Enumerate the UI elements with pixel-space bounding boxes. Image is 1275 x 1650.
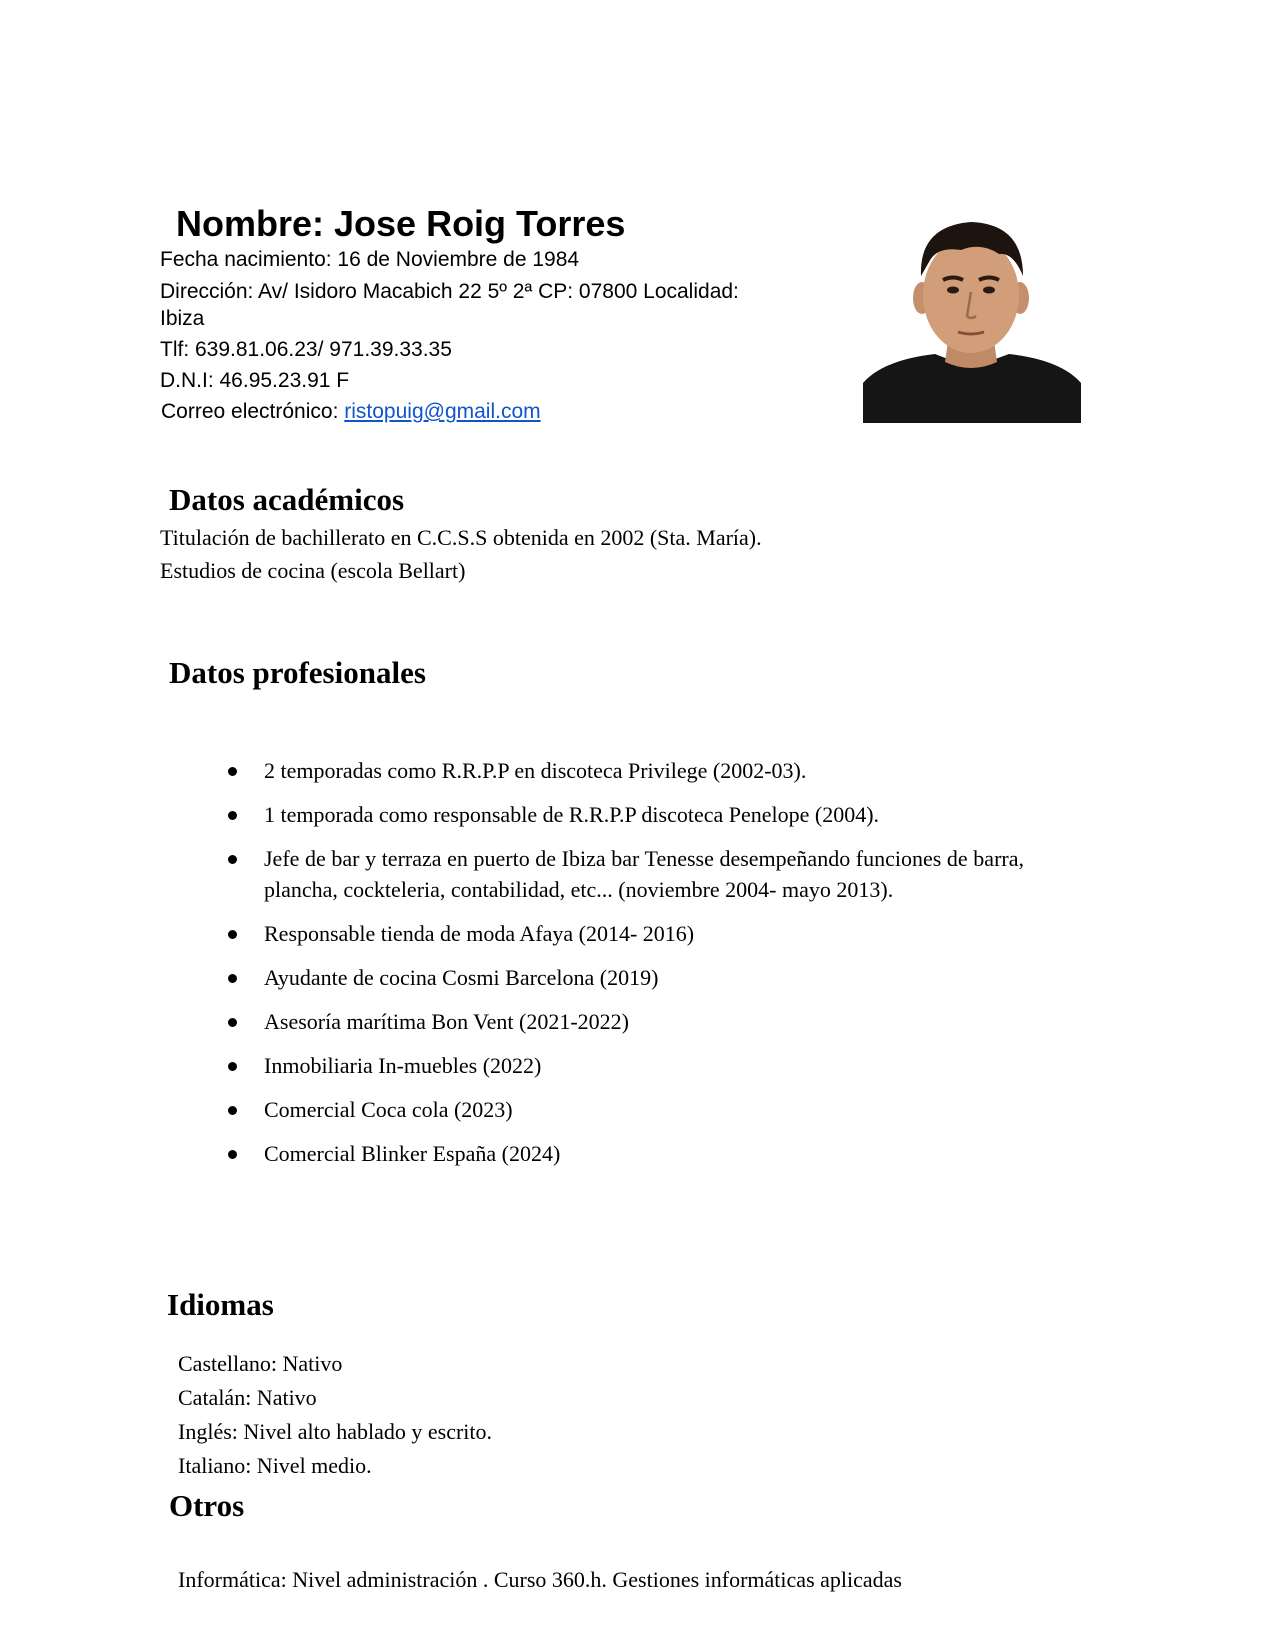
list-item: 1 temporada como responsable de R.R.P.P discoteca Penelope (2004).	[224, 799, 1024, 830]
profile-photo	[863, 218, 1081, 423]
list-item: Jefe de bar y terraza en puerto de Ibiza bar Tenesse desempeñando funciones de barra, plancha, cockteleria, contabilidad, etc... (noviembre 2004- mayo 2013).	[224, 843, 1024, 905]
languages-heading: Idiomas	[167, 1287, 274, 1322]
address-line-1: Dirección: Av/ Isidoro Macabich 22 5º 2ª CP: 07800 Localidad:	[160, 280, 739, 303]
email-label: Correo electrónico:	[161, 400, 345, 423]
list-item: Inmobiliaria In-muebles (2022)	[224, 1050, 1024, 1081]
bullet-icon	[228, 1106, 237, 1115]
language-item: Castellano: Nativo	[178, 1351, 343, 1376]
bullet-icon	[228, 930, 237, 939]
list-item: Ayudante de cocina Cosmi Barcelona (2019)	[224, 962, 1024, 993]
bullet-icon	[228, 974, 237, 983]
bullet-icon	[228, 855, 237, 864]
bullet-icon	[228, 1018, 237, 1027]
bullet-icon	[228, 1150, 237, 1159]
language-item: Italiano: Nivel medio.	[178, 1453, 372, 1478]
others-text: Informática: Nivel administración . Curso 360.h. Gestiones informáticas aplicadas	[178, 1567, 902, 1592]
others-heading: Otros	[169, 1488, 245, 1523]
email-link[interactable]: ristopuig@gmail.com	[344, 400, 541, 423]
bullet-icon	[228, 811, 237, 820]
bullet-icon	[228, 1062, 237, 1071]
professional-heading: Datos profesionales	[169, 655, 426, 690]
academic-heading: Datos académicos	[169, 482, 405, 517]
page-title: Nombre: Jose Roig Torres	[176, 203, 626, 244]
academic-item: Titulación de bachillerato en C.C.S.S obtenida en 2002 (Sta. María).	[160, 525, 762, 550]
list-item: Comercial Blinker España (2024)	[224, 1138, 1024, 1169]
language-item: Catalán: Nativo	[178, 1385, 317, 1410]
profile-photo-icon	[863, 218, 1081, 423]
birth-date: Fecha nacimiento: 16 de Noviembre de 1984	[160, 248, 580, 271]
list-item: Responsable tienda de moda Afaya (2014- 2016)	[224, 918, 1024, 949]
language-item: Inglés: Nivel alto hablado y escrito.	[178, 1419, 493, 1444]
dni: D.N.I: 46.95.23.91 F	[160, 369, 350, 392]
list-item: Comercial Coca cola (2023)	[224, 1094, 1024, 1125]
address-line-2: Ibiza	[160, 307, 205, 330]
bullet-icon	[228, 767, 237, 776]
list-item: 2 temporadas como R.R.P.P en discoteca Privilege (2002-03).	[224, 755, 1024, 786]
professional-list	[224, 755, 1024, 1182]
email-row	[161, 399, 541, 425]
academic-item: Estudios de cocina (escola Bellart)	[160, 558, 466, 583]
phone: Tlf: 639.81.06.23/ 971.39.33.35	[160, 338, 452, 361]
list-item: Asesoría marítima Bon Vent (2021-2022)	[224, 1006, 1024, 1037]
